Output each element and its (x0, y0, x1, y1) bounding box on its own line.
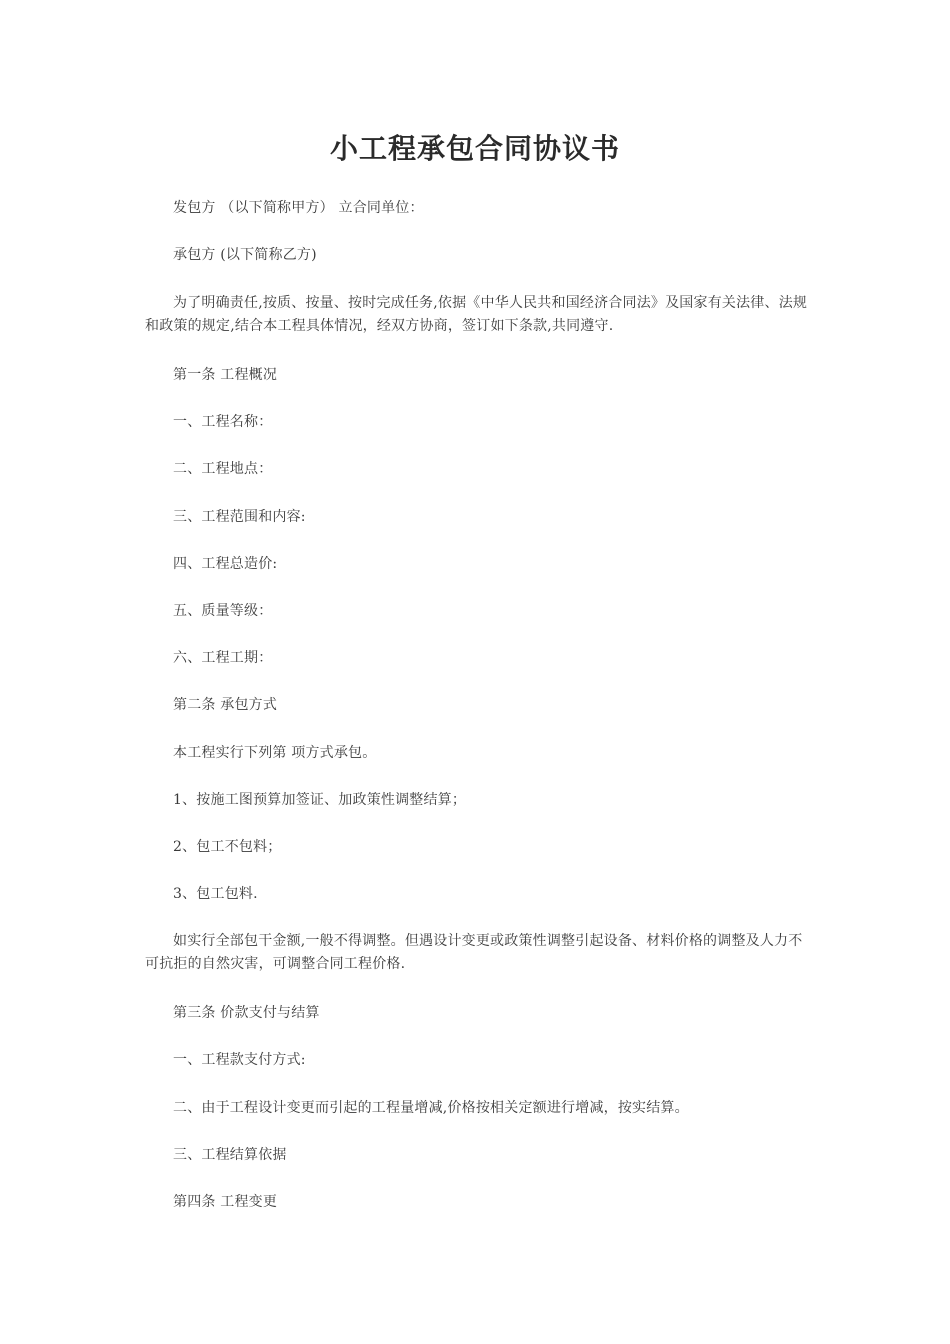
article-1-item-2: 二、工程地点： (173, 461, 273, 477)
article-2-option-2: 2、包工不包料； (173, 839, 282, 855)
article-2-option-3: 3、包工包料. (173, 886, 258, 902)
article-3-item-2: 二、由于工程设计变更而引起的工程量增减,价格按相关定额进行增减，按实结算。 (173, 1100, 689, 1116)
article-2-intro: 本工程实行下列第 项方式承包。 (173, 745, 377, 761)
party-a-line: 发包方 （以下简称甲方） 立合同单位： (173, 200, 424, 216)
article-4-heading: 第四条 工程变更 (173, 1194, 278, 1210)
article-3-heading: 第三条 价款支付与结算 (173, 1005, 320, 1021)
article-1-item-3: 三、工程范围和内容: (173, 509, 306, 525)
article-1-item-5: 五、质量等级： (173, 603, 273, 619)
article-2-note: 如实行全部包干金额,一般不得调整。但遇设计变更或政策性调整引起设备、材料价格的调整及人力不可抗拒的自然灾害，可调整合同工程价格. (145, 933, 803, 972)
article-1-item-1: 一、工程名称： (173, 414, 273, 430)
document-title: 小工程承包合同协议书 (329, 132, 620, 165)
article-3-item-3: 三、工程结算依据 (173, 1147, 287, 1163)
article-1-heading: 第一条 工程概况 (173, 367, 278, 383)
article-3-item-1: 一、工程款支付方式: (173, 1052, 306, 1068)
article-2-heading: 第二条 承包方式 (173, 697, 278, 713)
preamble-paragraph: 为了明确责任,按质、按量、按时完成任务,依据《中华人民共和国经济合同法》及国家有关法律、法规和政策的规定,结合本工程具体情况，经双方协商，签订如下条款,共同遵守. (145, 295, 808, 334)
article-1-item-4: 四、工程总造价: (173, 556, 278, 572)
article-1-item-6: 六、工程工期： (173, 650, 273, 666)
party-b-line: 承包方 (以下简称乙方) (173, 247, 317, 263)
article-2-option-1: 1、按施工图预算加签证、加政策性调整结算； (173, 792, 467, 808)
